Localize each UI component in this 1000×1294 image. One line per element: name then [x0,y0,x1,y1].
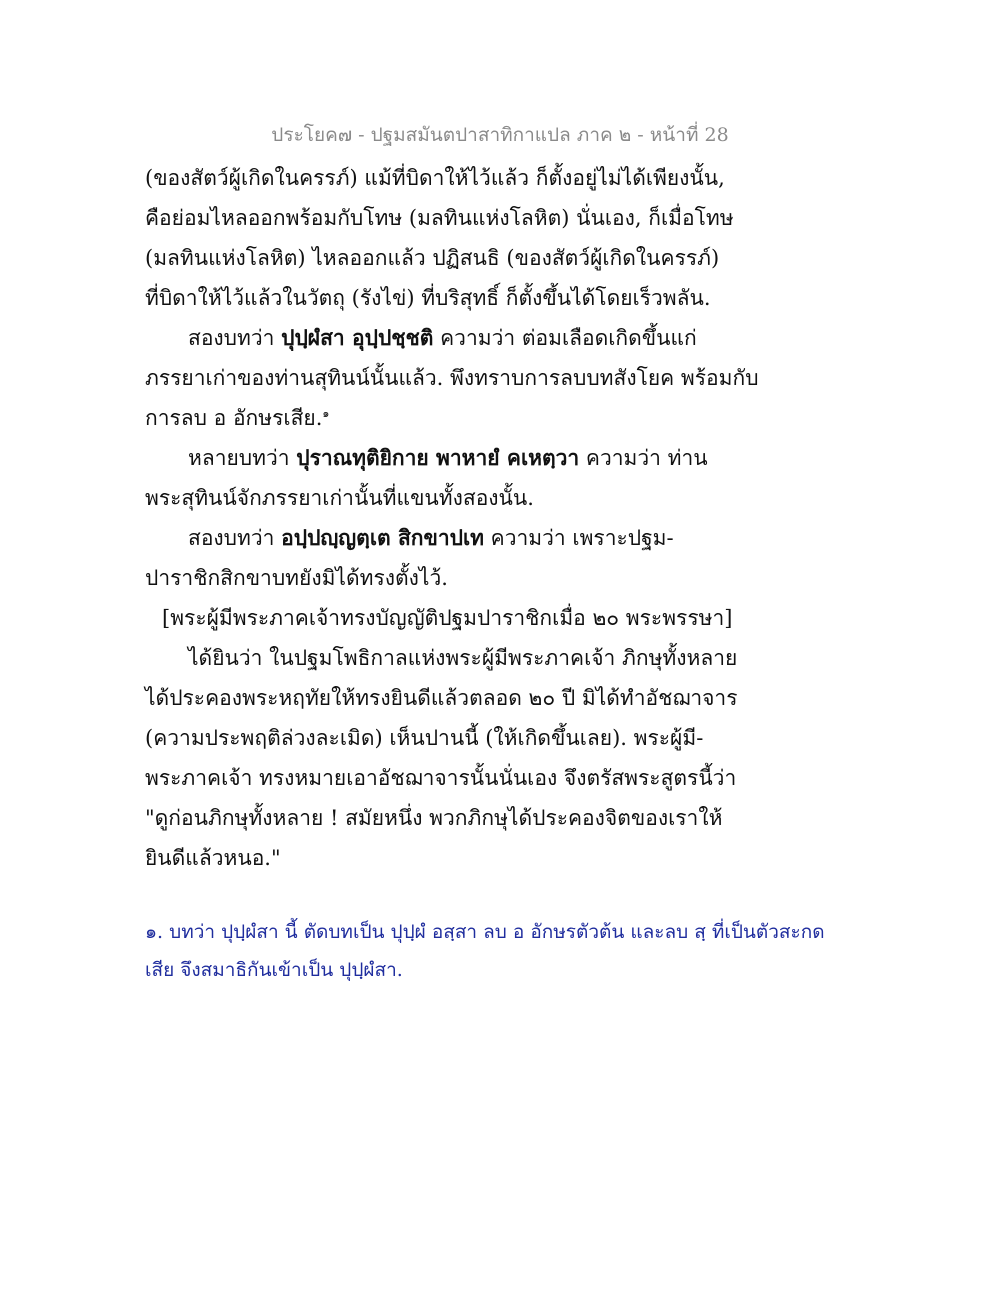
line-text: ความว่า ต่อมเลือดเกิดขึ้นแก่ [433,326,697,350]
paragraph-line: "ดูก่อนภิกษุทั้งหลาย ! สมัยหนึ่ง พวกภิกษุได้ประคองจิตของเราให้ [145,806,723,830]
paragraph-line: ได้ยินว่า ในปฐมโพธิกาลแห่งพระผู้มีพระภาคเจ้า ภิกษุทั้งหลาย [188,646,738,670]
paragraph-line: พระภาคเจ้า ทรงหมายเอาอัชฌาจารนั้นนั่นเอง จึงตรัสพระสูตรนี้ว่า [145,766,737,790]
paragraph-line: คือย่อมไหลออกพร้อมกับโทษ (มลทินแห่งโลหิต) นั่นเอง, ก็เมื่อโทษ [145,206,734,230]
page-header [0,122,1000,148]
paragraph-line: (ความประพฤติล่วงละเมิด) เห็นปานนี้ (ให้เกิดขึ้นเลย). พระผู้มี- [145,726,704,750]
line-text: การลบ อ อักษรเสีย. [145,406,323,430]
line-text: สองบทว่า [188,526,282,550]
pali-term: อปฺปญฺญตฺเต สิกขาปเท [281,525,484,550]
paragraph-line: ยินดีแล้วหนอ." [145,846,281,870]
section-heading: [พระผู้มีพระภาคเจ้าทรงบัญญัติปฐมปาราชิกเมื่อ ๒๐ พระพรรษา] [162,606,733,630]
paragraph-line: (ของสัตว์ผู้เกิดในครรภ์) แม้ที่บิดาให้ไว้แล้ว ก็ตั้งอยู่ไม่ได้เพียงนั้น, [145,166,725,190]
paragraph-line: ที่บิดาให้ไว้แล้วในวัตถุ (รังไข่) ที่บริสุทธิ์ ก็ตั้งขึ้นได้โดยเร็วพลัน. [145,286,711,310]
line-text: สองบทว่า [188,326,282,350]
header-text: ประโยค๗ - ปฐมสมันตปาสาทิกาแปล ภาค ๒ - หน้าที่ 28 [271,124,729,146]
line-text: ความว่า ท่าน [579,446,708,470]
paragraph-line: พระสุทินน์จักภรรยาเก่านั้นที่แขนทั้งสองนั้น. [145,486,534,510]
pali-term: ปุปฺผํสา อุปฺปชฺชติ [281,325,434,350]
paragraph-line [145,518,845,558]
paragraph-line [145,398,845,438]
paragraph-line: ภรรยาเก่าของท่านสุทินน์นั้นแล้ว. พึงทราบการลบบทสังโยค พร้อมกับ [145,366,759,390]
footnote-line: ๑. บทว่า ปุปฺผํสา นี้ ตัดบทเป็น ปุปฺผํ อสฺสา ลบ อ อักษรตัวต้น และลบ สฺ ที่เป็นตัวสะกด [145,921,825,943]
pali-term: ปุราณทุติยิกาย พาหายํ คเหตฺวา [296,445,580,470]
paragraph-line [145,438,845,478]
line-text: หลายบทว่า [188,446,297,470]
footnote-marker: ๑ [322,407,330,420]
line-text: ความว่า เพราะปฐม- [483,526,674,550]
paragraph-line: (มลทินแห่งโลหิต) ไหลออกแล้ว ปฏิสนธิ (ของสัตว์ผู้เกิดในครรภ์) [145,246,720,270]
paragraph-line: ได้ประคองพระหฤทัยให้ทรงยินดีแล้วตลอด ๒๐ ปี มิได้ทำอัชฌาจาร [145,686,738,710]
paragraph-line [145,318,845,358]
paragraph-line: ปาราชิกสิกขาบทยังมิได้ทรงตั้งไว้. [145,566,448,590]
footnote-line: เสีย จึงสมาธิกันเข้าเป็น ปุปฺผํสา. [145,959,403,981]
body-text [145,158,845,878]
footnotes [145,913,845,989]
